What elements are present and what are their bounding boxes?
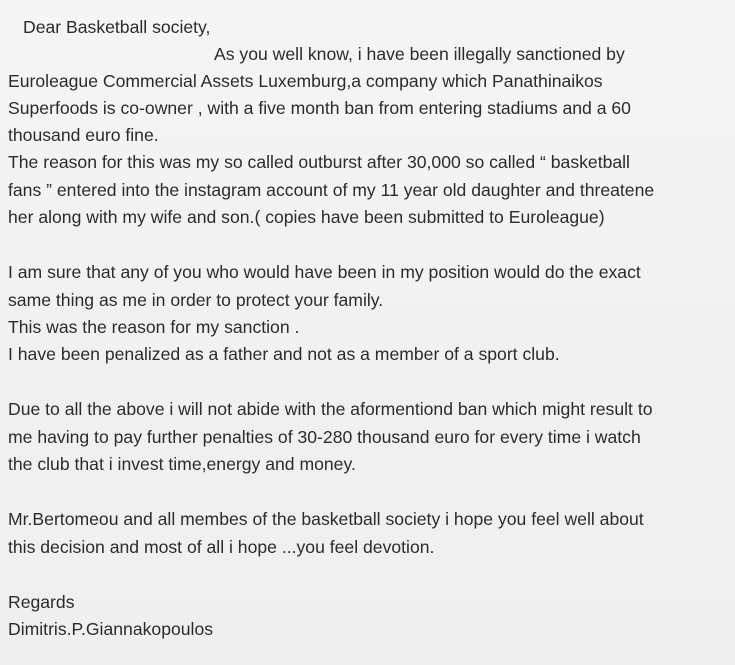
paragraph4-line-1: Mr.Bertomeou and all membes of the basketball society i hope you feel well about [8,509,644,529]
paragraph2-line-2: same thing as me in order to protect your family. [8,290,384,310]
paragraph1-line-4: thousand euro fine. [8,125,159,145]
paragraph2-line-1: I am sure that any of you who would have been in my position would do the exact [8,262,641,282]
paragraph1-line-6: fans ” entered into the instagram account of my 11 year old daughter and threatene [8,180,655,200]
paragraph2-line-4: I have been penalized as a father and not as a member of a sport club. [8,344,560,364]
paragraph1-line-3: Superfoods is co-owner , with a five month ban from entering stadiums and a 60 [8,98,631,118]
closing: Regards [8,592,75,612]
paragraph1-line-5: The reason for this was my so called outburst after 30,000 so called “ basketball [8,152,630,172]
paragraph1-line-7: her along with my wife and son.( copies have been submitted to Euroleague) [8,207,605,227]
paragraph1-line-1: As you well know, i have been illegally sanctioned by [214,44,625,64]
paragraph3-line-1: Due to all the above i will not abide with the aformentiond ban which might result to [8,399,653,419]
paragraph2-line-3: This was the reason for my sanction . [8,317,300,337]
paragraph4-line-2: this decision and most of all i hope ...you feel devotion. [8,537,435,557]
paragraph1-line-2: Euroleague Commercial Assets Luxemburg,a company which Panathinaikos [8,71,603,91]
greeting: Dear Basketball society, [23,17,211,37]
signature: Dimitris.P.Giannakopoulos [8,619,214,639]
paragraph3-line-3: the club that i invest time,energy and money. [8,454,356,474]
paragraph3-line-2: me having to pay further penalties of 30-280 thousand euro for every time i watch [8,427,641,447]
